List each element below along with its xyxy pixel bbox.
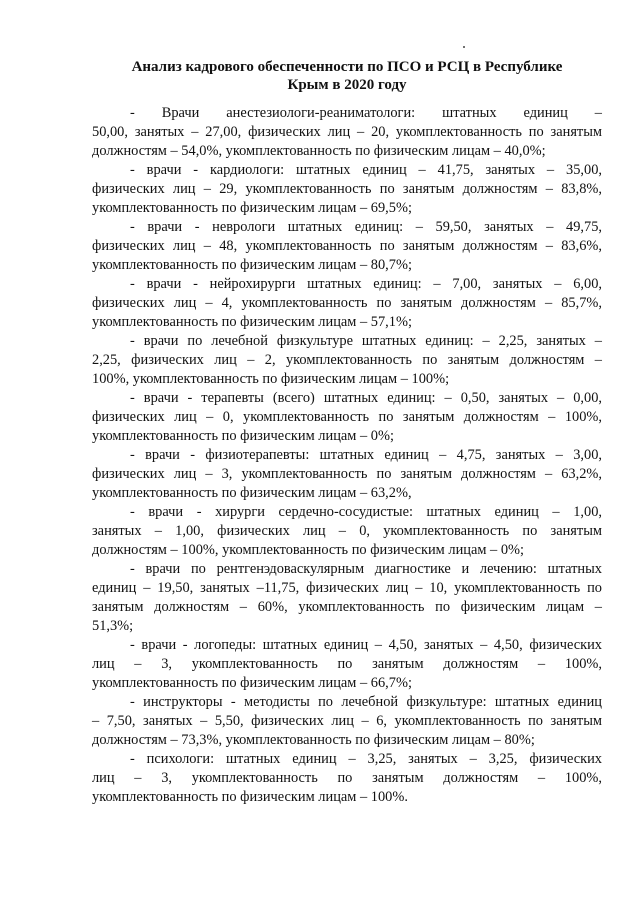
paragraph — [92, 161, 602, 218]
paragraph-line: 2,25, физических лиц – 2, укомплектованность по занятым должностям – — [92, 352, 602, 368]
paragraph-line: - врачи - физиотерапевты: штатных единиц – 4,75, занятых – 3,00, — [130, 447, 602, 463]
paragraph-line: 100%, укомплектованность по физическим лицам – 100%; — [92, 371, 450, 387]
paragraph-line: укомплектованность по физическим лицам – 80,7%; — [92, 257, 412, 273]
paragraph-line: - инструкторы - методисты по лечебной физкультуре: штатных единиц — [130, 694, 602, 710]
paragraph-line: - врачи по лечебной физкультуре штатных единиц: – 2,25, занятых – — [130, 333, 602, 349]
paragraph-line: укомплектованность по физическим лицам – 100%. — [92, 789, 408, 805]
paragraph-line: единиц – 19,50, занятых –11,75, физических лиц – 10, укомплектованность по — [92, 580, 602, 596]
paragraph-line: укомплектованность по физическим лицам – 69,5%; — [92, 200, 412, 216]
paragraph-line: - врачи - хирурги сердечно-сосудистые: штатных единиц – 1,00, — [130, 504, 602, 520]
paragraph-line: физических лиц – 4, укомплектованность по занятым должностям – 85,7%, — [92, 295, 602, 311]
paragraph-line: физических лиц – 3, укомплектованность по занятым должностям – 63,2%, — [92, 466, 602, 482]
title-line: Анализ кадрового обеспеченности по ПСО и РСЦ в Республике — [131, 59, 563, 75]
paragraph-line: физических лиц – 48, укомплектованность по занятым должностям – 83,6%, — [92, 238, 602, 254]
document-body — [92, 104, 602, 807]
paragraph-line: должностям – 73,3%, укомплектованность по физическим лицам – 80%; — [92, 732, 535, 748]
paragraph-line: - врачи - неврологи штатных единиц: – 59,50, занятых – 49,75, — [130, 219, 602, 235]
paragraph-line: физических лиц – 0, укомплектованность по занятым должностям – 100%, — [92, 409, 602, 425]
paragraph-line: 51,3%; — [92, 618, 134, 634]
paragraph-line: должностям – 54,0%, укомплектованность по физическим лицам – 40,0%; — [92, 143, 546, 159]
paragraph — [92, 636, 602, 693]
scan-speck — [463, 46, 465, 48]
paragraph-line: физических лиц – 29, укомплектованность по занятым должностям – 83,8%, — [92, 181, 602, 197]
paragraph-line: - врачи - нейрохирурги штатных единиц: – 7,00, занятых – 6,00, — [130, 276, 602, 292]
paragraph — [92, 389, 602, 446]
paragraph — [92, 332, 602, 389]
paragraph-line: укомплектованность по физическим лицам – 57,1%; — [92, 314, 412, 330]
paragraph — [92, 275, 602, 332]
paragraph-line: лиц – 3, укомплектованность по занятым должностям – 100%, — [92, 656, 602, 672]
paragraph — [92, 560, 602, 636]
paragraph-line: - Врачи анестезиологи-реаниматологи: штатных единиц – — [130, 105, 602, 121]
paragraph-line: – 7,50, занятых – 5,50, физических лиц – 6, укомплектованность по занятым — [92, 713, 602, 729]
paragraph-line: занятым должностям – 60%, укомплектованность по физическим лицам – — [92, 599, 602, 615]
paragraph-line: - врачи - терапевты (всего) штатных единиц: – 0,50, занятых – 0,00, — [130, 390, 602, 406]
paragraph-line: - врачи - кардиологи: штатных единиц – 41,75, занятых – 35,00, — [130, 162, 602, 178]
paragraph — [92, 218, 602, 275]
paragraph-line: занятых – 1,00, физических лиц – 0, укомплектованность по занятым — [92, 523, 602, 539]
paragraph — [92, 446, 602, 503]
paragraph-line: - врачи - логопеды: штатных единиц – 4,50, занятых – 4,50, физических — [130, 637, 602, 653]
paragraph — [92, 503, 602, 560]
paragraph-line: укомплектованность по физическим лицам – 63,2%, — [92, 485, 412, 501]
paragraph — [92, 104, 602, 161]
paragraph-line: 50,00, занятых – 27,00, физических лиц – 20, укомплектованность по занятым — [92, 124, 602, 140]
paragraph-line: укомплектованность по физическим лицам – 0%; — [92, 428, 394, 444]
document-title — [92, 58, 602, 94]
paragraph-line: укомплектованность по физическим лицам – 66,7%; — [92, 675, 412, 691]
paragraph — [92, 750, 602, 807]
paragraph-line: - врачи по рентгенэдоваскулярным диагностике и лечению: штатных — [130, 561, 602, 577]
paragraph-line: должностям – 100%, укомплектованность по физическим лицам – 0%; — [92, 542, 525, 558]
title-line: Крым в 2020 году — [287, 77, 407, 93]
paragraph-line: лиц – 3, укомплектованность по занятым должностям – 100%, — [92, 770, 602, 786]
paragraph-line: - психологи: штатных единиц – 3,25, занятых – 3,25, физических — [130, 751, 602, 767]
paragraph — [92, 693, 602, 750]
